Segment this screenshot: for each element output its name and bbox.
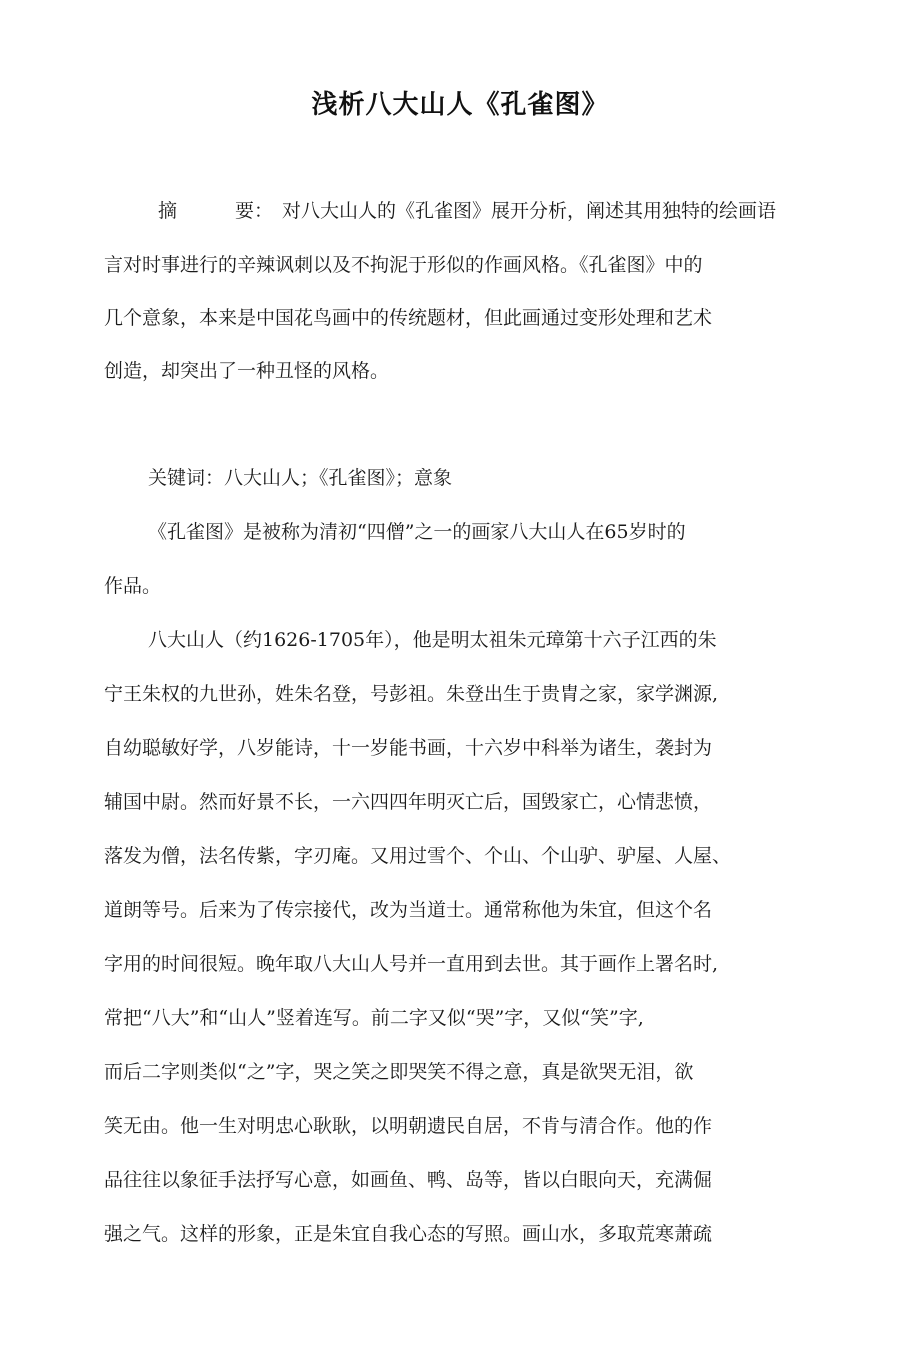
paragraph-line: 常把“八大”和“山人”竖着连写。前二字又似“哭”字，又似“笑”字,: [104, 1007, 644, 1029]
paragraph-line: 八大山人（约1626-1705年），他是明太祖朱元璋第十六子江西的朱: [148, 629, 717, 651]
abstract-line: 对八大山人的《孔雀图》展开分析，阐述其用独特的绘画语: [282, 200, 777, 222]
paragraph-line: 而后二字则类似“之”字，哭之笑之即哭笑不得之意，真是欲哭无泪，欲: [104, 1061, 694, 1083]
abstract-line: 言对时事进行的辛辣讽刺以及不拘泥于形似的作画风格。《孔雀图》中的: [104, 254, 703, 276]
paragraph-line: 作品。: [104, 575, 162, 597]
abstract-label: [158, 196, 273, 226]
paragraph-line: 自幼聪敏好学，八岁能诗，十一岁能书画，十六岁中科举为诸生，袭封为: [104, 737, 713, 759]
paragraph-line: 《孔雀图》是被称为清初“四僧”之一的画家八大山人在65岁时的: [148, 521, 686, 543]
paragraph-line: 道朗等号。后来为了传宗接代，改为当道士。通常称他为朱宜，但这个名: [104, 899, 713, 921]
abstract-line: 几个意象，本来是中国花鸟画中的传统题材，但此画通过变形处理和艺术: [104, 307, 713, 329]
paragraph-line: 笑无由。他一生对明忠心耿耿，以明朝遗民自居，不肯与清合作。他的作: [104, 1115, 713, 1137]
document-title: 浅析八大山人《孔雀图》: [311, 90, 609, 120]
paragraph-line: 强之气。这样的形象，正是朱宜自我心态的写照。画山水，多取荒寒萧疏: [104, 1223, 713, 1245]
paragraph-line: 品往往以象征手法抒写心意，如画鱼、鸭、岛等，皆以白眼向天，充满倔: [104, 1169, 713, 1191]
abstract-line: 创造，却突出了一种丑怪的风格。: [104, 360, 390, 382]
paragraph-line: 宁王朱权的九世孙，姓朱名登，号彭祖。朱登出生于贵胄之家，家学渊源,: [104, 683, 719, 705]
abstract-label-part-1: 摘: [158, 200, 178, 222]
paragraph-line: 落发为僧，法名传紫，字刃庵。又用过雪个、个山、个山驴、驴屋、人屋、: [104, 845, 732, 867]
paragraph-line: 字用的时间很短。晚年取八大山人号并一直用到去世。其于画作上署名时,: [104, 953, 719, 975]
keywords-line: 关键词：八大山人；《孔雀图》；意象: [148, 467, 453, 489]
abstract-label-part-2: 要：: [235, 200, 274, 222]
paragraph-line: 辅国中尉。然而好景不长，一六四四年明灭亡后，国毁家亡，心情悲愤，: [104, 791, 713, 813]
